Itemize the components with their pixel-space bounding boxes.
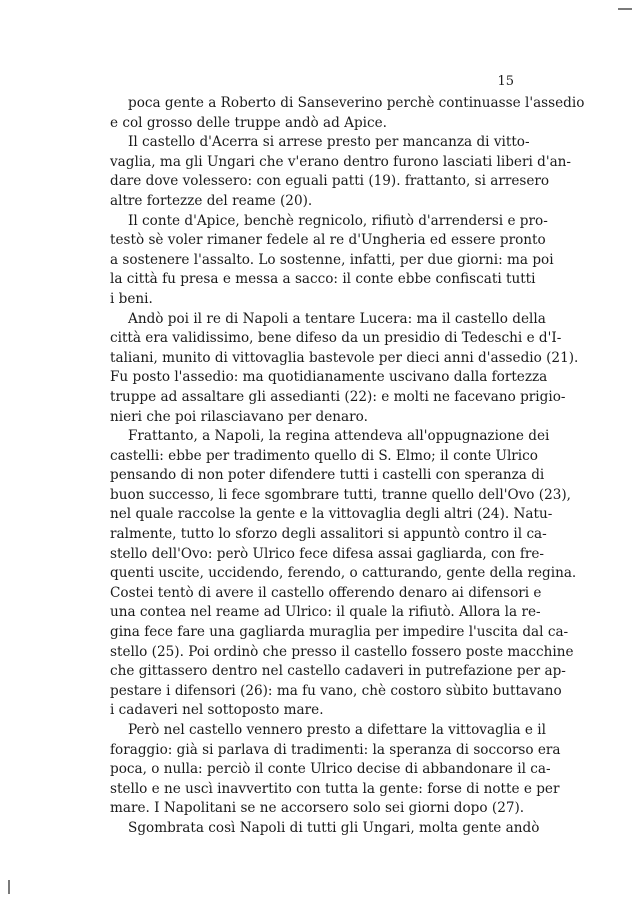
text-line: stello e ne uscì inavvertito con tutta la gente: forse di notte e per	[110, 780, 560, 797]
text-line: castelli: ebbe per tradimento quello di S. Elmo; il conte Ulrico	[110, 447, 538, 464]
text-line: Costei tentò di avere il castello offerendo denaro ai difensori e	[110, 584, 542, 601]
text-line: dare dove volessero: con eguali patti (19). frattanto, si arresero	[110, 173, 550, 190]
text-line: quenti uscite, uccidendo, ferendo, o catturando, gente della regina.	[110, 565, 577, 582]
text-line: nieri che poi rilasciavano per denaro.	[110, 408, 368, 425]
text-line: una contea nel reame ad Ulrico: il quale la rifiutò. Allora la re-	[110, 604, 541, 621]
text-line: Il castello d'Acerra si arrese presto per mancanza di vitto-	[128, 134, 530, 151]
text-line: i beni.	[110, 290, 153, 307]
text-line: a sostenere l'assalto. Lo sostenne, infatti, per due giorni: ma poi	[110, 251, 554, 268]
text-line: Però nel castello vennero presto a difettare la vittovaglia e il	[128, 722, 546, 738]
text-line: Sgombrata così Napoli di tutti gli Ungari, molta gente andò	[128, 819, 540, 836]
text-line: mare. I Napolitani se ne accorsero solo sei giorni dopo (27).	[110, 800, 525, 817]
text-line: poca gente a Roberto di Sanseverino perchè continuasse l'assedio	[128, 95, 585, 111]
text-line: vaglia, ma gli Ungari che v'erano dentro furono lasciati liberi d'an-	[110, 153, 572, 170]
text-line: altre fortezze del reame (20).	[110, 192, 313, 209]
paragraph	[88, 212, 554, 310]
text-line: che gittassero dentro nel castello cadaveri in putrefazione per ap-	[110, 663, 566, 680]
text-line: buon successo, li fece sgombrare tutti, tranne quello dell'Ovo (23),	[110, 486, 571, 503]
text-line: Il conte d'Apice, benchè regnicolo, rifiutò d'arrendersi e pro-	[128, 212, 548, 229]
text-line: poca, o nulla: perciò il conte Ulrico decise di abbandonare il ca-	[110, 761, 551, 778]
text-line: foraggio: già si parlava di tradimenti: la speranza di soccorso era	[110, 741, 561, 758]
text-line: ralmente, tutto lo sforzo degli assalitori si appuntò contro il ca-	[110, 526, 547, 543]
text-line: gina fece fare una gagliarda muraglia per impedire l'uscita dal ca-	[110, 624, 569, 641]
text-line: Fu posto l'assedio: ma quotidianamente uscivano dalla fortezza	[110, 369, 548, 386]
text-line: pensando di non poter difendere tutti i castelli con speranza di	[110, 467, 545, 484]
text-line: Andò poi il re di Napoli a tentare Lucera: ma il castello della	[128, 310, 546, 327]
paragraph	[88, 94, 585, 133]
scan-edge-mark-top	[618, 8, 632, 10]
text-line: Frattanto, a Napoli, la regina attendeva all'oppugnazione dei	[128, 428, 550, 445]
scan-edge-mark-bottom	[8, 880, 10, 894]
text-line: e col grosso delle truppe andò ad Apice.	[110, 114, 388, 131]
paragraph	[88, 133, 572, 211]
paragraph	[88, 721, 561, 819]
text-line: stello (25). Poi ordinò che presso il castello fossero poste macchine	[110, 643, 574, 660]
text-line: testò sè voler rimaner fedele al re d'Ungheria ed essere pronto	[110, 232, 546, 249]
text-line: pestare i difensori (26): ma fu vano, chè costoro sùbito buttavano	[110, 682, 562, 699]
paragraph	[88, 819, 540, 839]
body-text	[88, 94, 585, 839]
text-line: taliani, munito di vittovaglia bastevole per dieci anni d'assedio (21).	[110, 349, 579, 366]
text-line: nel quale raccolse la gente e la vittovaglia degli altri (24). Natu-	[110, 506, 553, 523]
text-line: truppe ad assaltare gli assedianti (22): e molti ne facevano prigio-	[110, 388, 566, 405]
text-line: città era validissimo, bene difeso da un presidio di Tedeschi e d'I-	[110, 330, 562, 347]
page-number: 15	[497, 74, 514, 89]
text-line: la città fu presa e messa a sacco: il conte ebbe confiscati tutti	[110, 271, 536, 288]
paragraph	[88, 427, 577, 721]
text-line: i cadaveri nel sottoposto mare.	[110, 702, 324, 719]
text-line: stello dell'Ovo: però Ulrico fece difesa assai gagliarda, con fre-	[110, 545, 544, 562]
paragraph	[88, 310, 579, 428]
